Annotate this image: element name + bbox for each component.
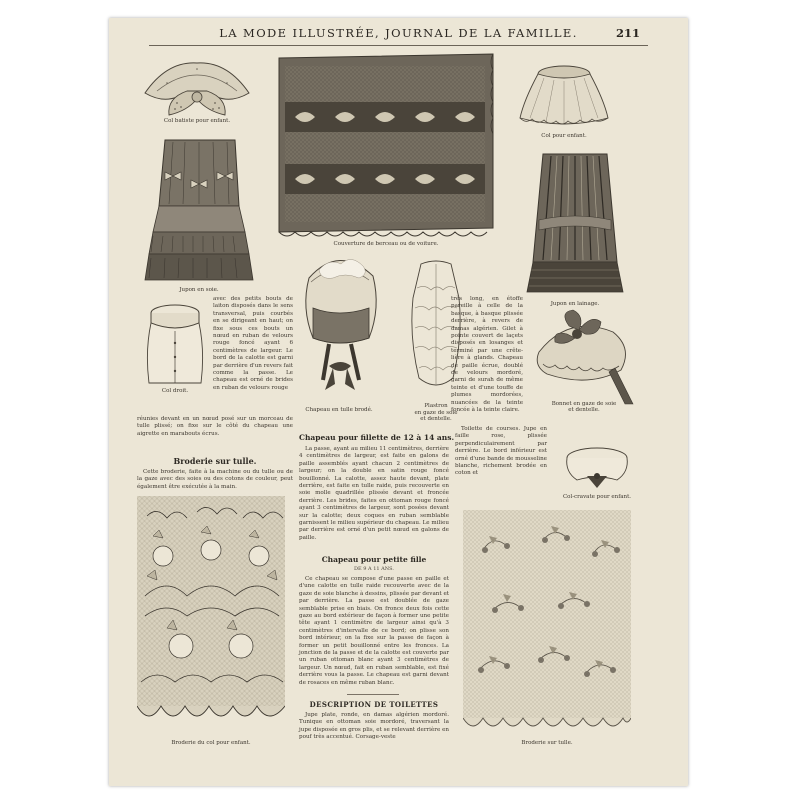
child-collar-illustration: [514, 60, 614, 132]
page-header: [109, 26, 688, 44]
toilette-text-narrow: [451, 296, 523, 417]
chapeau-fillette-paragraph: La passe, ayant au milieu 11 centimètres, derrière 4 centimètres de largeur, est faite en galons de paille assemblés ayant chacun 2 centimètres de largeur; on la double en satin rouge foncé bouillonné. La calotte, assez haute devant, plate derrière, est faite en tulle raide, puis recouverte en soie molle quadrillée plissée devant et froncée derrière. Les brides, faites en ottoman rouge foncé ayant 3 centimètres de largeur, sont posées devant sur la calotte; deux coques en ruban semblable garnissent le milieu supérieur du chapeau. Le milieu par derrière est orné d'un petit nœud en galons de paille.: [299, 446, 449, 541]
journal-page: [109, 18, 688, 786]
caption-jupon-lainage: Jupon en lainage.: [550, 301, 600, 307]
col-droit-continuation: [137, 416, 293, 440]
chapeau-petite-text: [299, 576, 449, 689]
chapeau-fillette-text: [299, 446, 449, 544]
caption-plastron-line3: et dentelle.: [420, 416, 452, 423]
bonnet-illustration: [529, 308, 639, 406]
col-droit-paragraph-end: réunies devant en un nœud posé sur un morceau de tulle plissé; on fixe sur le côté du chapeau une aigrette en marabouts écrus.: [137, 416, 293, 437]
cradle-cover-illustration: [275, 52, 497, 240]
toilette-paragraph: très long, en étoffe pareille à celle de la basque, à basque plissée derrière, à revers de damas algérien. Gilet à pointe couvert de laçets disposés en losanges et terminé par une crête-lière à glands. Chapeau de paille écrue, doublé de velours mordoré, garni de surah de même teinte et d'une touffe de plumes mordorées, nuancées de la teinte foncée à la teinte claire.: [451, 296, 523, 414]
caption-col-enfant: Col pour enfant.: [541, 133, 587, 139]
chapeau-petite-paragraph: Ce chapeau se compose d'une passe en paille et d'une calotte en tulle raide recouverte avec de la gaze de soie blanche à dessins, plissée par devant et par derrière. La passe est doublée de gaze semblable prise en biais. On fronce deux fois cette gaze au bord extérieur de façon à former une petite tête ayant 1 centimètre de largeur ainsi qu'à 3 centimètres d'intervalle de ce bord; on plisse son bord intérieur, on la fixe sur la passe de façon à former un petit bouillonné entre les fronces. La jonction de la passe et de la calotte est couverte par un ruban ottoman blanc ayant 3 centimètres de largeur. Un nœud, fait en ruban semblable, est fixé derrière vous la passe. Le chapeau est garni devant de rosaces en même ruban blanc.: [299, 576, 449, 686]
toilette-courses-text: [455, 426, 547, 480]
heading-description: DESCRIPTION DE TOILETTES: [309, 700, 439, 709]
caption-chapeau-brode: Chapeau en tulle brodé.: [305, 407, 373, 413]
col-droit-text: [213, 296, 293, 394]
collar-embroidery-pattern: [137, 496, 285, 734]
toilette-courses-paragraph: Toilette de courses. Jupe en faille rose, plissée perpendiculairement par derrière. Le bord inférieur est orné d'une bande de mousseline blanche, richement brodée en coton et: [455, 426, 547, 477]
silk-petticoat-illustration: [143, 136, 255, 286]
caption-couverture: Couverture de berceau ou de voiture.: [333, 241, 439, 247]
broderie-text: [137, 469, 293, 493]
standing-collar-illustration: [139, 301, 211, 391]
caption-col-droit: Col droit.: [161, 388, 189, 394]
description-paragraph: Jupe plate, ronde, en damas algérien mordoré. Tunique en ottoman soie mordoré, traversant la jupe disposée en gros plis, et se relevant derrière en pouf très accentué. Corsage-veste: [299, 712, 449, 741]
caption-broderie-col: Broderie du col pour enfant.: [171, 740, 251, 746]
col-droit-paragraph: avec des petits bouts de laiton disposés dans le sens transversal, puis courbés en se dirigeant en haut; on fixe sous ces bouts un nœud en ruban de velours rouge foncé ayant 6 centimètres de largeur. Le bord de la calotte est garni par derrière d'un revers fait comme la passe. Le chapeau est orné de brides en ruban de velours rouge: [213, 296, 293, 391]
header-rule: [149, 45, 648, 46]
journal-title: LA MODE ILLUSTRÉE, JOURNAL DE LA FAMILLE.: [219, 26, 578, 40]
embroidered-hat-illustration: [289, 248, 389, 398]
heading-chapeau-fillette: Chapeau pour fillette de 12 à 14 ans.: [299, 433, 455, 442]
tulle-embroidery-pattern: [463, 510, 631, 738]
divider-center: [347, 694, 399, 695]
collar-illustration: [137, 53, 257, 125]
caption-bonnet-line2: et dentelle.: [568, 407, 600, 414]
caption-col-batiste: Col batiste pour enfant.: [163, 118, 231, 124]
caption-jupon-soie: Jupon en soie.: [179, 287, 219, 293]
wool-petticoat-illustration: [519, 150, 631, 300]
caption-col-cravate: Col-cravate pour enfant.: [562, 494, 632, 500]
caption-bonnet-line1: Bonnet en gaze de soie: [551, 401, 617, 407]
cravat-collar-illustration: [557, 442, 637, 494]
caption-bonnet: [529, 401, 639, 414]
caption-plastron-line2: en gaze de soie: [414, 409, 458, 416]
heading-chapeau-petite: Chapeau pour petite fille: [321, 555, 427, 564]
page-number: 211: [615, 26, 640, 40]
description-text: [299, 712, 449, 744]
caption-broderie-tulle: Broderie sur tulle.: [521, 740, 573, 746]
heading-broderie: Broderie sur tulle.: [173, 456, 257, 466]
broderie-paragraph: Cette broderie, faite à la machine ou du tulle ou de la gaze avec des soies ou des cotons de couleur, peut également être exécutée à la main.: [137, 469, 293, 490]
caption-plastron-line1: Plastron: [424, 403, 448, 409]
subheading-chapeau-petite: DE 9 A 11 ANS.: [354, 566, 394, 572]
